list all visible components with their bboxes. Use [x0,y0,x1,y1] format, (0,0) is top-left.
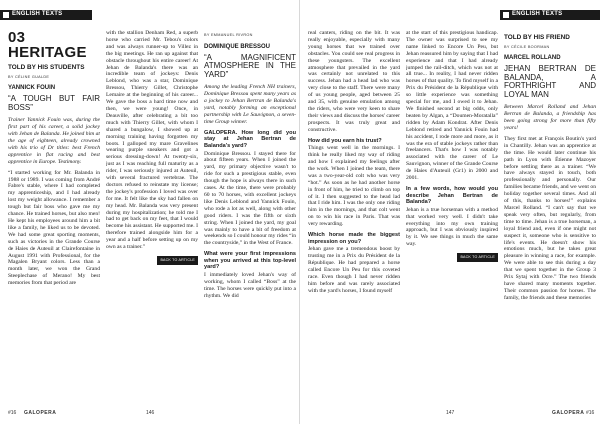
section-subtitle: TOLD BY HIS FRIEND [504,34,570,41]
answer-paragraph: I immediately loved Jehan's way of working, whom I called “Boss” at the time. The horses were quickly put into a rhythm. We did [204,272,296,299]
intro-paragraph: Between Marcel Rolland and Jehan Bertran de Balanda, a friendship has been going strong for more than fifty years! [504,104,596,132]
intro-paragraph: Among the leading French NH trainers, Dominique Bressou spent many years as a jockey to Jehan Bertran de Balanda's yard, notably forming an exceptional partnership with Le Sauvignon, a seven-time Group winner. [204,84,296,125]
person-name: MARCEL ROLLAND [504,55,561,62]
right-page [300,0,600,424]
answer-paragraph: Jehan is a true horseman with a method that worked very well. I didn't take everything into my own training approach, but I was obviously inspired by it. We see things in much the same way. [406,206,498,248]
back-to-article-button[interactable]: BACK TO ARTICLE [457,253,498,262]
right-column-2 [406,30,498,408]
question-label: GALOPERA. How long did you stay at Jehan Bertran de Balanda's yard? [204,129,296,149]
left-column-3 [204,30,296,408]
page-number: 146 [146,410,155,416]
person-name: YANNICK FOUIN [8,85,56,92]
byline: BY EMMANUEL RIVRON [204,33,253,37]
quote-headline: “A MAGNIFICENT ATMOSPHERE IN THE YARD” [204,52,296,79]
body-paragraph: at the start of this prestigious handicap. The owner was surprised to see my name linked to Encore Un Peu, but Jehan reassured him by saying that I had experience and that I had already jumped the rail-ditch, which was not at all true... In reality, I had never ridden horses of that quality. To find myself in a Prix du Président de la République with so little experience was something special for me, and I owed it to Jehan. We finished second at big odds, only beaten by Algan, a “Doumen-Moratalla” ridden by Adam Kondrat. After Denis Leblond retired and Yannick Fouin had his accident, I rode more and more, as it was the era of stable jockeys rather than freelancers. That's how I was notably associated with the career of Le Sauvignon, winner of the Grande Course de Haies d'Auteuil (Gr1) in 2000 and 2001. [406,30,498,182]
quote-headline: JEHAN BERTRAN DE BALANDA, A FORTHRIGHT AND LOYAL MAN [504,64,596,99]
answer-paragraph: Dominique Bressou. I stayed there for about fifteen years. When I joined the yard, my primary objective wasn't to ride for such a prestigious stable, even though the hope is always there in such cases. At the time, there were probably 60 to 70 horses, with excellent jockeys like Denis Leblond and Yannick Fouin, who rode a lot as well, along with other good riders. I was the fifth or sixth string. When I joined the yard, my goal was mainly to have a bit of freedom at weekends so I could honour my rides “in the countryside,” in the West of France. [204,150,296,247]
question-label: How did you earn his trust? [308,137,382,144]
issue-number: #16 [586,410,595,416]
person-name: DOMINIQUE BRESSOU [204,43,271,50]
section-title: 03 HERITAGE [8,30,87,61]
body-paragraph: real canters, riding on the bit. It was really enjoyable, especially with many young horses that we trained over obstacles. You could see real progress in these youngsters. The excellent atmosphere that prevailed in the yard was certainly not unrelated to this success. Jehan had a head lad who was very close to the staff. There were many of us young people, aged between 25 and 35, with genuine emulation among the riders, who were very keen to share their views and discuss the horses' career prospects. It was truly great and constructive. [308,30,400,133]
answer-paragraph: Jehan gave me a tremendous boost by trusting me in a Prix du Président de la République. He had prepared a horse called Encore Un Peu for this coveted race. Even though I had never ridden him before and was rarely associated with the yard's horses, I found myself [308,246,400,294]
question-label: What were your first impressions when you arrived at this top-level yard? [204,251,296,271]
question-label: Which horse made the biggest impression on you? [308,232,400,245]
section-header-label: ENGLISH TEXTS [12,11,63,17]
magazine-brand: GALOPERA [24,410,57,416]
page-number: 147 [446,410,455,416]
header-square-icon [503,12,509,18]
question-label: In a few words, how would you describe Jehan Bertran de Balanda? [406,185,498,206]
left-column-2 [106,30,198,408]
body-paragraph: “I started working for Mr. Balanda in 1988 or 1989. I was coming from André Fabre's stable, where I had completed my apprenticeship, and I had already lost my weight allowance. I remember a tough but fair boss who gave me my chance. He trained horses, but also men! He kept his employees around him a bit like a family, he liked us to be devoted. We had some great sporting moments, such as victories in the Grande Course de Haies de Auteuil at Clairefontaine in August 1991 with Professional, for the Magalen Bryant colors. Less than a month later, we won the Grand Steeplechase of Merano! My best memories from that period are [8,169,100,287]
quote-headline: “A TOUGH BUT FAIR BOSS” [8,94,100,112]
answer-paragraph: Things went well in the mornings. I think he really liked my way of riding and how I explained my feelings after the work. When I joined the team, there was a two-year-old colt who was very “hot.” As soon as he had another horse in front of him, he tried to climb on top of it. I then suggested to the head lad that I ride him. I was the only one riding him in the mornings, and that colt went on to win his race in Paris. That was very rewarding. [308,145,400,228]
issue-number: #16 [8,410,17,416]
right-column-1 [308,30,400,408]
back-to-article-button[interactable]: BACK TO ARTICLE [157,256,198,265]
body-paragraph: with the stallion Denham Red, a superb horse who carried Mr. Tebou's colors and was always runner-up to Villez in the big meetings. He ran up against that obstacle throughout his entire career! At Jehan de Balanda's there was an incredible team of jockeys: Denis Leblond, who was a star, Dominique Bressou, Thierry Gillet, Christophe Lemaire at the beginning of his career... We gave the boss a hard time now and then, we were young! Once, in Deauville, after celebrating a bit too much with Thierry Gillet, with whom I shared a bungalow, I showed up at morning training having forgotten my boots. I galloped my mare Gravelines wearing purple sneakers and got a serious dressing-down! At twenty-six, just as I was reaching full maturity as a rider, I was seriously injured at Auteuil, with several fractured vertebrae. The doctors refused to reinstate my license; the jockey's profession I loved was over for me. It felt like the sky had fallen on my head. Mr. Balanda was very present during my hospitalization; he told me I had to get back on my feet, that I would become his assistant. He supported me. I therefore trained alongside him for a year and a half before setting up on my own as a trainer.” [106,30,198,251]
section-subtitle: TOLD BY HIS STUDENTS [8,64,85,71]
left-column-1 [8,30,100,408]
magazine-brand: GALOPERA [552,410,585,416]
section-header-label: ENGLISH TEXTS [512,11,563,17]
byline: BY CÉLINE GUALDE [8,74,50,79]
byline: BY CÉCILE BOORMAN [504,44,550,49]
body-paragraph: They first met at François Boutin's yard in Chantilly. Jehan was an apprentice at the time. He would later continue his path in Lyon with Étienne Mazoyer before settling there as a trainer. “We have always stayed in touch, both professionally and personally. Our families became friends, and we went on holiday together several times. And all of this, thanks to horses!” explains Marcel Rolland. “I can't say that we speak very often, but regularly, from time to time. Jehan is a true horseman, a loyal friend and, even if one might not suspect it, someone who is sensitive to life's events. He doesn't show his emotions much, but he takes great pleasure in winning a race, for example. We were able to see this during a day that we spent together in the Group 3 Prix Sytaj with Ocre.” The two friends have shared many moments together. Their common passion for horses. The family, the friends and these memories [504,135,596,301]
intro-paragraph: Trainer Yannick Fouin was, during the first part of his career, a solid jockey with Jehan de Balanda. He joined him at the age of eighteen, already crowned with his trio of Dr titles: best French apprentice in flat racing and best apprentice in Europe. Testimony. [8,117,100,165]
right-column-3 [504,30,596,408]
header-square-icon [3,12,9,18]
